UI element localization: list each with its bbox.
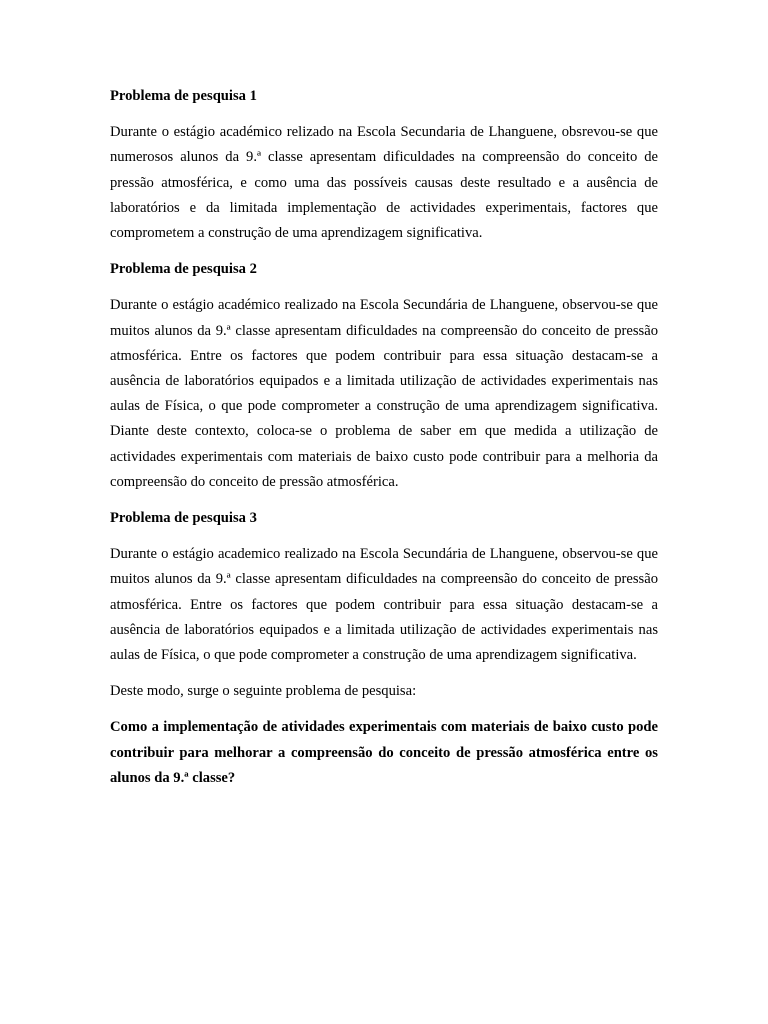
section-paragraph: Durante o estágio académico relizado na Escola Secundaria de Lhanguene, obsrevou-se que numerosos alunos da 9.ª classe apresentam dificuldades na compreensão do conceito de pressão atmosférica, e como uma das possíveis causas deste resultado e a ausência de laboratórios e da limitada implementação de actividades experimentais, factores que comprometem a construção de uma aprendizagem significativa. xyxy=(110,124,658,242)
section-heading: Problema de pesquisa 1 xyxy=(110,88,257,104)
document-page xyxy=(110,84,658,791)
section-paragraph: Durante o estágio académico realizado na Escola Secundária de Lhanguene, observou-se que muitos alunos da 9.ª classe apresentam dificuldades na compreensão do conceito de pressão atmosférica. Entre os factores que podem contribuir para essa situação destacam-se a ausência de laboratórios equipados e a limitada utilização de actividades experimentais nas aulas de Física, o que pode comprometer a construção de uma aprendizagem significativa. Diante deste contexto, coloca-se o problema de saber em que medida a utilização de actividades experimentais com materiais de baixo custo pode contribuir para a melhoria da compreensão do conceito de pressão atmosférica. xyxy=(110,297,658,490)
section-problema-3 xyxy=(110,506,658,791)
section-problema-2 xyxy=(110,257,658,495)
section-paragraph: Deste modo, surge o seguinte problema de pesquisa: xyxy=(110,683,417,700)
research-question: Como a implementação de atividades experimentais com materiais de baixo custo pode contribuir para melhorar a compreensão do conceito de pressão atmosférica entre os alunos da 9.ª classe? xyxy=(110,719,658,786)
section-heading: Problema de pesquisa 2 xyxy=(110,261,257,278)
section-paragraph: Durante o estágio academico realizado na Escola Secundária de Lhanguene, observou-se que muitos alunos da 9.ª classe apresentam dificuldades na compreensão do conceito de pressão atmosférica. Entre os factores que podem contribuir para essa situação destacam-se a ausência de laboratórios equipados e a limitada utilização de actividades experimentais nas aulas de Física, o que pode comprometer a construção de uma aprendizagem significativa. xyxy=(110,546,658,664)
section-heading: Problema de pesquisa 3 xyxy=(110,510,257,527)
section-problema-1 xyxy=(110,84,658,246)
